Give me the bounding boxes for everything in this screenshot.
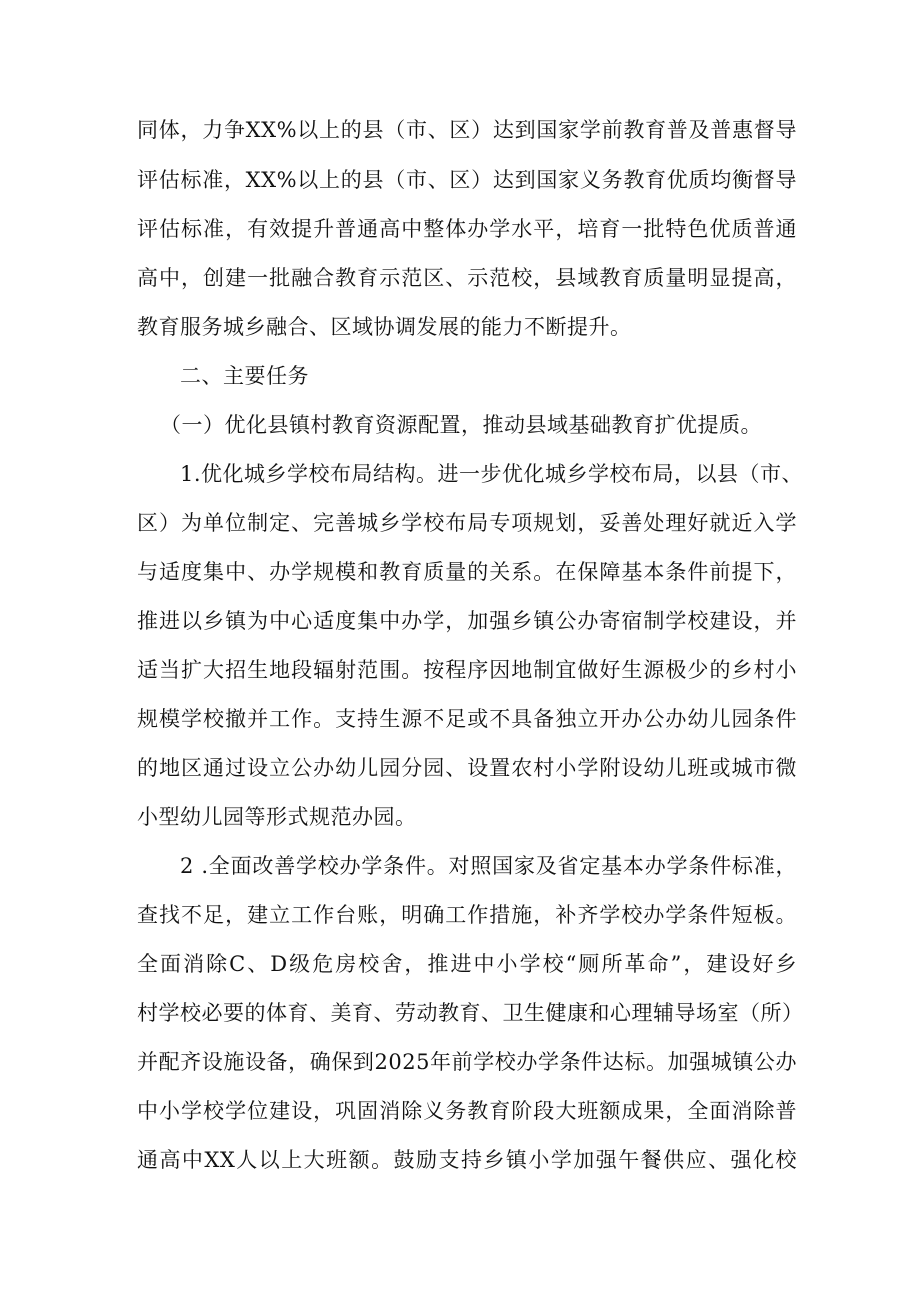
section-heading: 二、主要任务 (180, 364, 309, 388)
paragraph-line: 全面消除C、D级危房校舍，推进中小学校“厕所革命”，建设好乡 (137, 952, 797, 976)
paragraph-line: 查找不足，建立工作台账，明确工作措施，补齐学校办学条件短板。 (137, 903, 797, 927)
paragraph-line: 村学校必要的体育、美育、劳动教育、卫生健康和心理辅导场室（所） (137, 1001, 804, 1025)
paragraph-line: 评估标准，XX%以上的县（市、区）达到国家义务教育优质均衡督导 (137, 168, 797, 192)
paragraph-line: 小型幼儿园等形式规范办园。 (137, 805, 417, 829)
paragraph-line: 的地区通过设立公办幼儿园分园、设置农村小学附设幼儿班或城市微 (137, 756, 797, 780)
paragraph-line: 并配齐设施设备，确保到2025年前学校办学条件达标。加强城镇公办 (137, 1050, 797, 1074)
paragraph-line: 1.优化城乡学校布局结构。进一步优化城乡学校布局，以县（市、 (180, 462, 804, 486)
paragraph-line: 区）为单位制定、完善城乡学校布局专项规划，妥善处理好就近入学 (137, 511, 797, 535)
paragraph-line: 评估标准，有效提升普通高中整体办学水平，培育一批特色优质普通 (137, 217, 797, 241)
paragraph-line: 通高中XX人以上大班额。鼓励支持乡镇小学加强午餐供应、强化校 (137, 1148, 797, 1172)
paragraph-line: 教育服务城乡融合、区域协调发展的能力不断提升。 (137, 315, 632, 339)
paragraph-line: 适当扩大招生地段辐射范围。按程序因地制宜做好生源极少的乡村小 (137, 658, 797, 682)
subsection-heading: （一）优化县镇村教育资源配置，推动县域基础教育扩优提质。 (160, 413, 762, 437)
paragraph-line: 规模学校撤并工作。支持生源不足或不具备独立开办公办幼儿园条件 (137, 707, 797, 731)
paragraph-line: 推进以乡镇为中心适度集中办学，加强乡镇公办寄宿制学校建设，并 (137, 609, 797, 633)
paragraph-line: 同体，力争XX%以上的县（市、区）达到国家学前教育普及普惠督导 (137, 118, 797, 142)
paragraph-line: 高中，创建一批融合教育示范区、示范校，县域教育质量明显提高， (137, 266, 797, 290)
paragraph-line: 与适度集中、办学规模和教育质量的关系。在保障基本条件前提下， (137, 560, 797, 584)
paragraph-line: 2 .全面改善学校办学条件。对照国家及省定基本办学条件标准， (180, 854, 797, 878)
paragraph-line: 中小学校学位建设，巩固消除义务教育阶段大班额成果，全面消除普 (137, 1099, 797, 1123)
